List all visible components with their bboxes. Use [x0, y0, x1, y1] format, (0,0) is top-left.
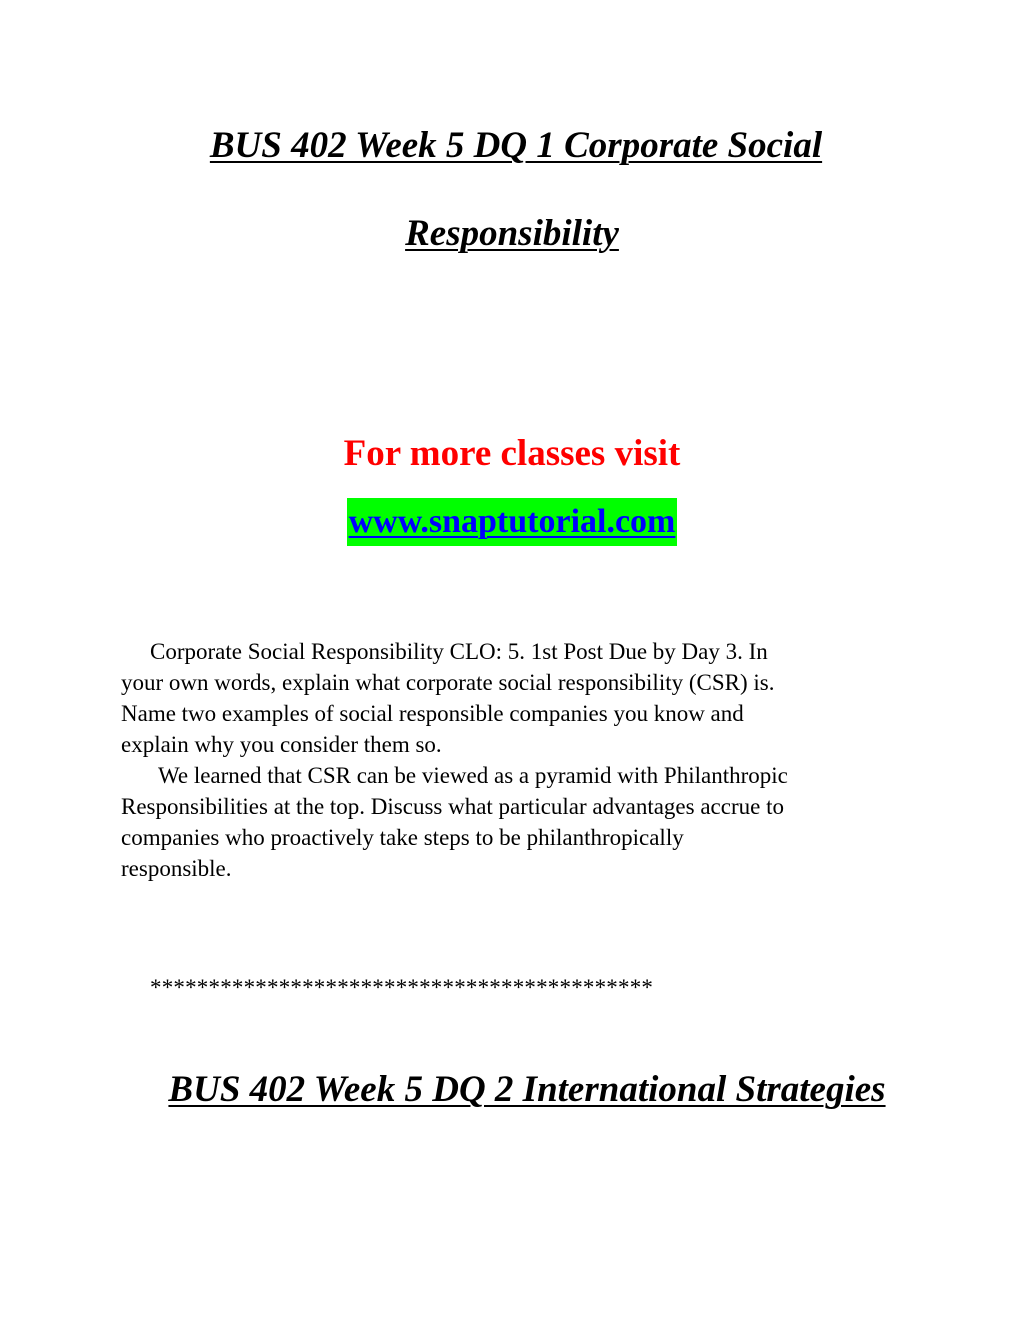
body-paragraph-2-line: companies who proactively take steps to be philanthropically	[121, 825, 684, 850]
body-paragraph-1-line: Name two examples of social responsible companies you know and	[121, 701, 744, 726]
body-paragraph-2-line: We learned that CSR can be viewed as a pyramid with Philanthropic	[158, 763, 788, 788]
body-paragraph-2-line: Responsibilities at the top. Discuss what particular advantages accrue to	[121, 794, 784, 819]
asterisk-separator: *******************************************	[150, 975, 654, 1000]
body-paragraph-2-line: responsible.	[121, 856, 232, 881]
body-paragraph-1-line: Corporate Social Responsibility CLO: 5. 1st Post Due by Day 3. In	[150, 639, 768, 664]
promo-heading: For more classes visit	[343, 433, 681, 474]
body-paragraph-2	[121, 760, 911, 884]
section1-title-line2: Responsibility	[405, 213, 619, 254]
body-paragraph-1-line: explain why you consider them so.	[121, 732, 442, 757]
body-paragraph-1-line: your own words, explain what corporate social responsibility (CSR) is.	[121, 670, 775, 695]
snaptutorial-link[interactable]: www.snaptutorial.com	[347, 498, 678, 546]
section2-title: BUS 402 Week 5 DQ 2 International Strategies	[168, 1069, 886, 1110]
body-paragraph-1	[121, 636, 911, 760]
section1-title-line1: BUS 402 Week 5 DQ 1 Corporate Social	[209, 125, 823, 166]
promo-link-container	[0, 498, 1024, 546]
